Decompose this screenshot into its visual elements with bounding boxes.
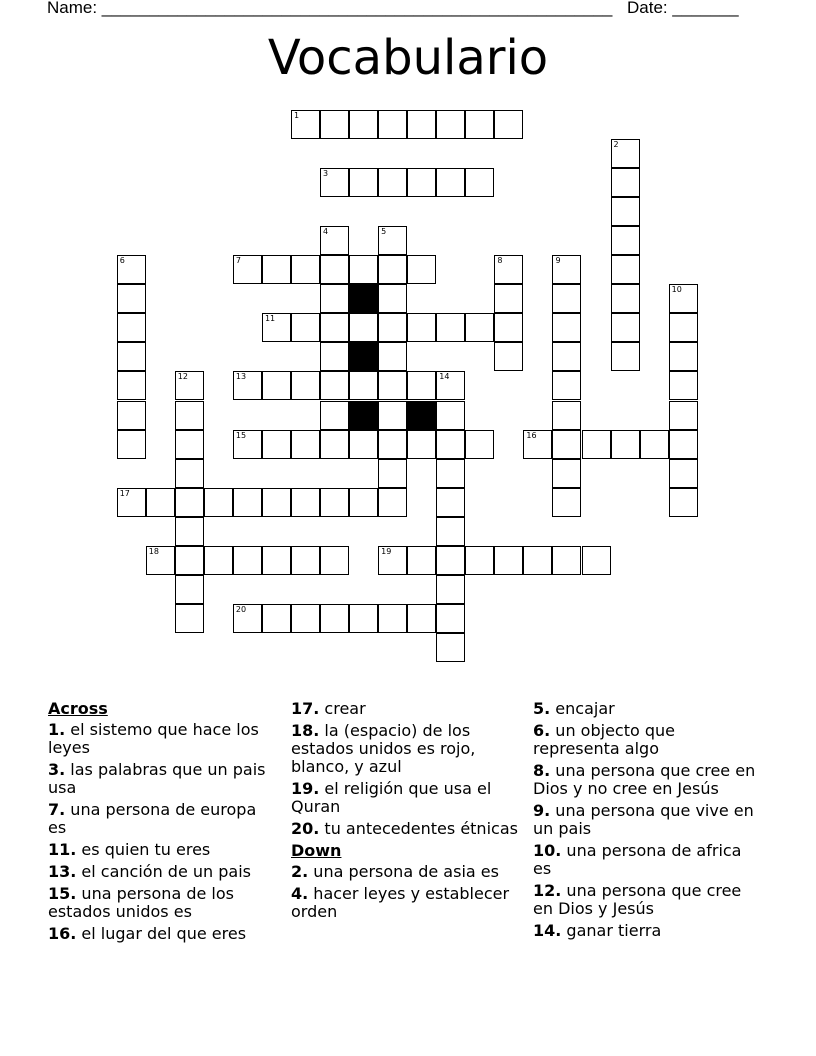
grid-cell[interactable]: [262, 313, 291, 342]
clue-number: 20: [235, 604, 247, 614]
grid-cell[interactable]: [669, 371, 698, 400]
black-cell: [349, 342, 378, 371]
grid-cell[interactable]: [611, 284, 640, 313]
clue-text: la (espacio) de los estados unidos es rojo, blanco, y azul: [291, 721, 476, 776]
clue-text: una persona que vive en un pais: [533, 801, 754, 838]
grid-cell[interactable]: [552, 284, 581, 313]
grid-cell[interactable]: [407, 255, 436, 284]
grid-cell[interactable]: [523, 430, 552, 459]
grid-cell[interactable]: [320, 604, 349, 633]
grid-cell[interactable]: [640, 430, 669, 459]
grid-cell[interactable]: [611, 197, 640, 226]
clue-item: [291, 700, 521, 718]
grid-cell[interactable]: [436, 575, 465, 604]
grid-cell[interactable]: [378, 284, 407, 313]
grid-cell[interactable]: [552, 459, 581, 488]
clue-item: [533, 922, 763, 940]
grid-cell[interactable]: [552, 255, 581, 284]
grid-cell[interactable]: [320, 168, 349, 197]
grid-cell[interactable]: [494, 284, 523, 313]
clue-text: tu antecedentes étnicas: [319, 819, 518, 838]
grid-cell[interactable]: [436, 168, 465, 197]
grid-cell[interactable]: [349, 371, 378, 400]
grid-cell[interactable]: [320, 488, 349, 517]
grid-cell[interactable]: [175, 401, 204, 430]
grid-cell[interactable]: [465, 313, 494, 342]
grid-cell[interactable]: [262, 546, 291, 575]
clue-number: 8: [497, 256, 503, 266]
grid-cell[interactable]: [233, 546, 262, 575]
across-clue-list-continued: [291, 700, 521, 838]
clue-number-label: 18.: [291, 721, 320, 740]
clue-number: 4: [323, 227, 329, 237]
grid-cell[interactable]: [611, 139, 640, 168]
clue-number: 6: [119, 256, 125, 266]
clue-number: 2: [613, 140, 619, 150]
grid-cell[interactable]: [552, 342, 581, 371]
grid-cell[interactable]: [320, 255, 349, 284]
clue-number-label: 3.: [48, 760, 66, 779]
grid-cell[interactable]: [117, 371, 146, 400]
grid-cell[interactable]: [349, 313, 378, 342]
grid-cell[interactable]: [320, 110, 349, 139]
grid-cell[interactable]: [349, 488, 378, 517]
grid-cell[interactable]: [582, 430, 611, 459]
grid-cell[interactable]: [378, 342, 407, 371]
grid-cell[interactable]: [436, 459, 465, 488]
clue-text: una persona que cree en Dios y Jesús: [533, 881, 742, 918]
clue-item: [533, 882, 763, 918]
grid-cell[interactable]: [436, 604, 465, 633]
clue-number: 7: [235, 256, 241, 266]
grid-cell[interactable]: [407, 313, 436, 342]
grid-cell[interactable]: [175, 604, 204, 633]
grid-cell[interactable]: [233, 430, 262, 459]
down-clue-list: [291, 863, 521, 921]
clue-number: 19: [381, 546, 392, 556]
grid-cell[interactable]: [582, 546, 611, 575]
grid-cell[interactable]: [291, 255, 320, 284]
grid-cell[interactable]: [611, 342, 640, 371]
grid-cell[interactable]: [175, 575, 204, 604]
across-heading: Across: [48, 699, 108, 718]
clue-item: [291, 722, 521, 776]
grid-cell[interactable]: [378, 488, 407, 517]
black-cell: [349, 284, 378, 313]
clue-number: 11: [264, 314, 276, 324]
clue-column-2: [291, 700, 521, 925]
clue-number-label: 13.: [48, 862, 77, 881]
grid-cell[interactable]: [291, 110, 320, 139]
clue-number: 5: [381, 227, 387, 237]
grid-cell[interactable]: [494, 110, 523, 139]
clue-item: [291, 863, 521, 881]
grid-cell[interactable]: [407, 371, 436, 400]
grid-cell[interactable]: [262, 430, 291, 459]
clue-number-label: 1.: [48, 720, 66, 739]
grid-cell[interactable]: [378, 255, 407, 284]
grid-cell[interactable]: [117, 313, 146, 342]
clue-text: una persona de europa es: [48, 800, 257, 837]
grid-cell[interactable]: [378, 168, 407, 197]
clue-item: [48, 925, 278, 943]
grid-cell[interactable]: [117, 488, 146, 517]
grid-cell[interactable]: [436, 401, 465, 430]
clue-number: 1: [294, 111, 300, 120]
grid-cell[interactable]: [611, 430, 640, 459]
grid-cell[interactable]: [611, 226, 640, 255]
clue-item: [291, 885, 521, 921]
grid-cell[interactable]: [378, 604, 407, 633]
clue-text: una persona de africa es: [533, 841, 742, 878]
grid-cell[interactable]: [523, 546, 552, 575]
clue-text: el lugar del que eres: [76, 924, 247, 943]
clue-number: 3: [323, 169, 329, 179]
clue-item: [291, 780, 521, 816]
grid-cell[interactable]: [320, 226, 349, 255]
across-clue-list: [48, 721, 278, 943]
grid-cell[interactable]: [669, 488, 698, 517]
grid-cell[interactable]: [320, 371, 349, 400]
grid-cell[interactable]: [611, 168, 640, 197]
grid-cell[interactable]: [291, 604, 320, 633]
grid-cell[interactable]: [291, 546, 320, 575]
grid-cell[interactable]: [611, 255, 640, 284]
grid-cell[interactable]: [262, 488, 291, 517]
grid-cell[interactable]: [349, 110, 378, 139]
clue-item: [533, 802, 763, 838]
date-field-line: Date: _______: [627, 0, 739, 17]
grid-cell[interactable]: [233, 371, 262, 400]
clue-number-label: 12.: [533, 881, 562, 900]
clue-text: un objecto que representa algo: [533, 721, 675, 758]
grid-cell[interactable]: [117, 401, 146, 430]
grid-cell[interactable]: [291, 371, 320, 400]
grid-cell[interactable]: [378, 430, 407, 459]
clue-number: 13: [235, 372, 247, 382]
black-cell: [407, 401, 436, 430]
clue-column-1: [48, 700, 278, 947]
grid-cell[interactable]: [465, 168, 494, 197]
grid-cell[interactable]: [669, 284, 698, 313]
clue-number-label: 17.: [291, 699, 320, 718]
grid-cell[interactable]: [320, 313, 349, 342]
clue-number-label: 16.: [48, 924, 77, 943]
grid-cell[interactable]: [494, 342, 523, 371]
grid-cell[interactable]: [204, 546, 233, 575]
clue-number-label: 10.: [533, 841, 562, 860]
grid-cell[interactable]: [378, 401, 407, 430]
clue-item: [48, 885, 278, 921]
grid-cell[interactable]: [349, 430, 378, 459]
grid-cell[interactable]: [291, 430, 320, 459]
clue-text: el religión que usa el Quran: [291, 779, 492, 816]
clue-number: 17: [119, 488, 130, 498]
grid-cell[interactable]: [407, 110, 436, 139]
grid-cell[interactable]: [611, 313, 640, 342]
grid-cell[interactable]: [320, 284, 349, 313]
grid-cell[interactable]: [378, 313, 407, 342]
clue-number-label: 19.: [291, 779, 320, 798]
grid-cell[interactable]: [175, 371, 204, 400]
clue-number-label: 15.: [48, 884, 77, 903]
clue-number: 16: [526, 430, 537, 440]
clue-text: una persona de asia es: [308, 862, 499, 881]
grid-cell[interactable]: [552, 401, 581, 430]
clue-number-label: 8.: [533, 761, 551, 780]
grid-cell[interactable]: [291, 313, 320, 342]
grid-cell[interactable]: [669, 342, 698, 371]
clue-number-label: 7.: [48, 800, 66, 819]
clue-item: [48, 761, 278, 797]
grid-cell[interactable]: [465, 430, 494, 459]
grid-cell[interactable]: [436, 371, 465, 400]
grid-cell[interactable]: [465, 546, 494, 575]
grid-cell[interactable]: [407, 604, 436, 633]
grid-cell[interactable]: [349, 168, 378, 197]
grid-cell[interactable]: [669, 459, 698, 488]
clue-text: hacer leyes y establecer orden: [291, 884, 510, 921]
clue-item: [48, 863, 278, 881]
clue-number: 10: [671, 285, 682, 295]
grid-cell[interactable]: [320, 546, 349, 575]
grid-cell[interactable]: [175, 459, 204, 488]
grid-cell[interactable]: [262, 371, 291, 400]
grid-cell[interactable]: [552, 546, 581, 575]
grid-cell[interactable]: [175, 430, 204, 459]
down-clue-list-continued: [533, 700, 763, 940]
clue-item: [533, 842, 763, 878]
grid-cell[interactable]: [436, 633, 465, 662]
black-cell: [349, 401, 378, 430]
grid-cell[interactable]: [233, 488, 262, 517]
clue-number-label: 20.: [291, 819, 320, 838]
grid-cell[interactable]: [175, 517, 204, 546]
grid-cell[interactable]: [146, 488, 175, 517]
grid-cell[interactable]: [378, 226, 407, 255]
clue-text: encajar: [550, 699, 615, 718]
clue-number: 18: [148, 546, 159, 556]
grid-cell[interactable]: [407, 168, 436, 197]
grid-cell[interactable]: [436, 430, 465, 459]
grid-cell[interactable]: [436, 546, 465, 575]
clue-number-label: 14.: [533, 921, 562, 940]
clue-text: el sistemo que hace los leyes: [48, 720, 259, 757]
grid-cell[interactable]: [669, 430, 698, 459]
clue-text: ganar tierra: [561, 921, 662, 940]
clue-number-label: 11.: [48, 840, 77, 859]
clue-number-label: 4.: [291, 884, 309, 903]
grid-cell[interactable]: [117, 255, 146, 284]
grid-cell[interactable]: [146, 546, 175, 575]
grid-cell[interactable]: [436, 488, 465, 517]
grid-cell[interactable]: [407, 546, 436, 575]
clue-item: [533, 722, 763, 758]
grid-cell[interactable]: [262, 604, 291, 633]
grid-cell[interactable]: [291, 488, 320, 517]
grid-cell[interactable]: [117, 342, 146, 371]
grid-cell[interactable]: [233, 255, 262, 284]
grid-cell[interactable]: [407, 430, 436, 459]
grid-cell[interactable]: [465, 110, 494, 139]
grid-cell[interactable]: [378, 371, 407, 400]
name-field-line: Name: ______________________________________________________: [47, 0, 613, 17]
clue-column-3: [533, 700, 763, 944]
clue-number: 15: [235, 430, 247, 440]
clue-text: crear: [319, 699, 366, 718]
grid-cell[interactable]: [233, 604, 262, 633]
grid-cell[interactable]: [378, 546, 407, 575]
grid-cell[interactable]: [262, 255, 291, 284]
clue-text: una persona que cree en Dios y no cree en Jesús: [533, 761, 756, 798]
grid-cell[interactable]: [436, 517, 465, 546]
grid-cell[interactable]: [552, 313, 581, 342]
clue-item: [48, 801, 278, 837]
clue-item: [533, 762, 763, 798]
clue-text: es quien tu eres: [76, 840, 211, 859]
page-title: Vocabulario: [267, 30, 549, 86]
down-heading: Down: [291, 841, 342, 860]
grid-cell[interactable]: [320, 430, 349, 459]
grid-cell[interactable]: [552, 488, 581, 517]
clue-number-label: 2.: [291, 862, 309, 881]
clue-number-label: 9.: [533, 801, 551, 820]
grid-cell[interactable]: [320, 401, 349, 430]
grid-cell[interactable]: [494, 546, 523, 575]
grid-cell[interactable]: [436, 110, 465, 139]
grid-cell[interactable]: [117, 284, 146, 313]
clue-number-label: 5.: [533, 699, 551, 718]
clue-number-label: 6.: [533, 721, 551, 740]
clue-item: [291, 820, 521, 838]
grid-cell[interactable]: [436, 313, 465, 342]
grid-cell[interactable]: [320, 342, 349, 371]
grid-cell[interactable]: [117, 430, 146, 459]
clue-item: [48, 841, 278, 859]
grid-cell[interactable]: [349, 255, 378, 284]
clue-text: el canción de un pais: [76, 862, 251, 881]
grid-cell[interactable]: [204, 488, 233, 517]
grid-cell[interactable]: [494, 255, 523, 284]
clue-item: [533, 700, 763, 718]
grid-cell[interactable]: [349, 604, 378, 633]
clue-number: 12: [177, 372, 188, 382]
grid-cell[interactable]: [552, 371, 581, 400]
grid-cell[interactable]: [175, 488, 204, 517]
grid-cell[interactable]: [378, 459, 407, 488]
clue-number: 9: [555, 256, 561, 266]
grid-cell[interactable]: [175, 546, 204, 575]
clue-number: 14: [439, 372, 450, 382]
grid-cell[interactable]: [378, 110, 407, 139]
grid-cell[interactable]: [494, 313, 523, 342]
grid-cell[interactable]: [552, 430, 581, 459]
clue-item: [48, 721, 278, 757]
clue-text: una persona de los estados unidos es: [48, 884, 234, 921]
grid-cell[interactable]: [669, 313, 698, 342]
clue-text: las palabras que un pais usa: [48, 760, 266, 797]
grid-cell[interactable]: [669, 401, 698, 430]
